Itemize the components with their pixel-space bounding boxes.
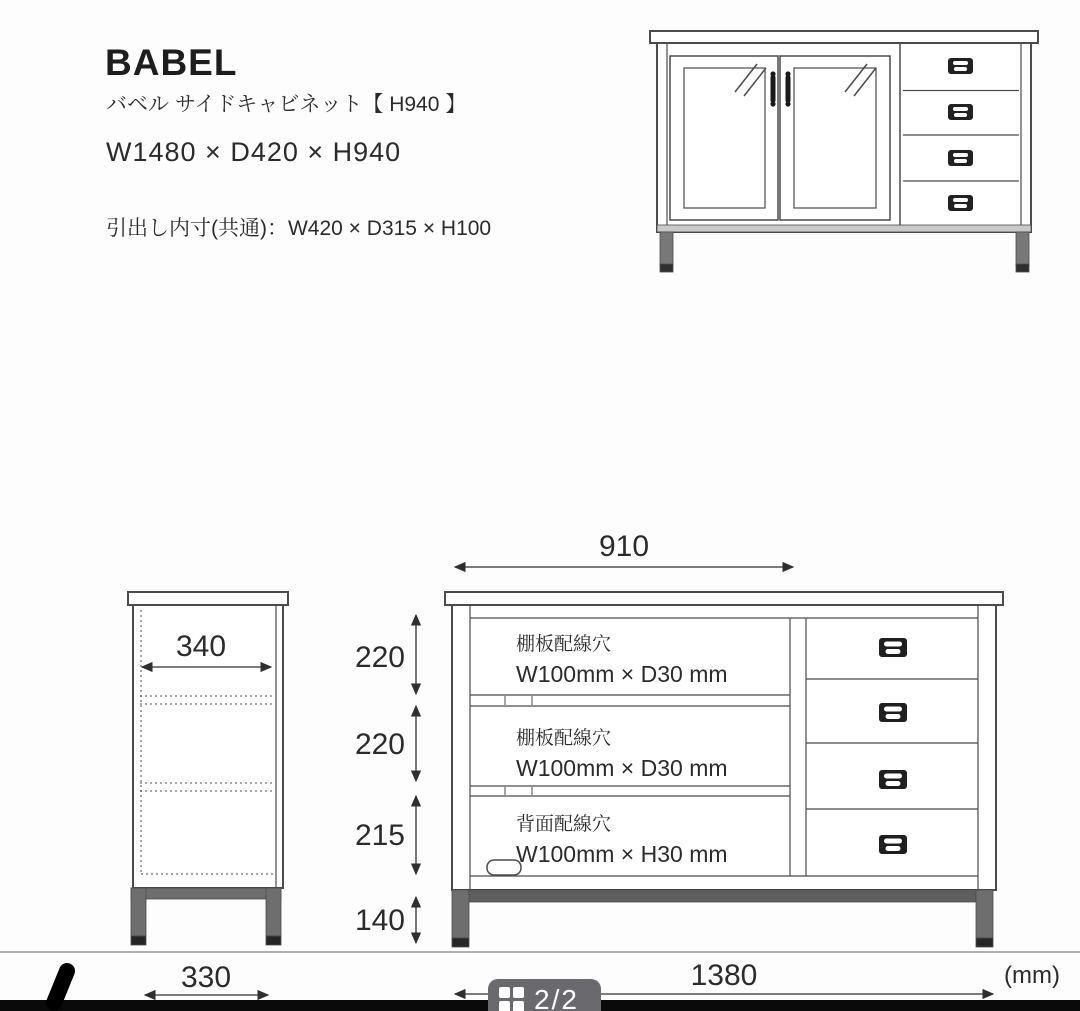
cabinet-top-board <box>650 31 1038 43</box>
dim-height-1: 220 <box>354 641 405 674</box>
note-2-title: 棚板配線穴 <box>516 728 612 749</box>
note-1-size: W100mm × D30 mm <box>516 661 728 687</box>
side-legs <box>131 888 281 945</box>
note-1-title: 棚板配線穴 <box>516 634 612 655</box>
grid-2x2-icon <box>499 987 524 1011</box>
note-2-size: W100mm × D30 mm <box>516 755 728 781</box>
glass-pane-left <box>684 68 765 208</box>
side-top-board <box>128 592 288 605</box>
dim-front-base-width: 1380 <box>690 959 758 992</box>
product-brand: BABEL <box>105 42 238 83</box>
front-legs <box>452 890 993 947</box>
pen-mark <box>40 958 80 1011</box>
dim-height-3: 215 <box>354 819 405 852</box>
dim-height-4: 140 <box>354 904 405 937</box>
page-indicator-badge[interactable] <box>488 979 601 1011</box>
dim-side-top-depth: 340 <box>175 630 227 663</box>
product-drawer-inner-size: 引出し内寸(共通)：W420 × D315 × H100 <box>106 217 492 240</box>
page-indicator-label: 2/2 <box>534 984 579 1011</box>
note-3-title: 背面配線穴 <box>516 814 612 835</box>
product-overall-size: W1480 × D420 × H940 <box>106 137 402 167</box>
glass-pane-right <box>794 68 876 208</box>
cabinet-illustration <box>650 31 1038 272</box>
front-top-board <box>445 592 1003 605</box>
note-3-size: W100mm × H30 mm <box>516 841 728 867</box>
cabinet-legs <box>660 232 1029 272</box>
dim-front-top-width: 910 <box>598 530 650 563</box>
unit-label: (mm) <box>1004 962 1060 989</box>
dim-side-base-depth: 330 <box>180 961 232 994</box>
product-subtitle: バベル サイドキャビネット【 H940 】 <box>106 93 467 116</box>
dim-height-2: 220 <box>354 728 405 761</box>
